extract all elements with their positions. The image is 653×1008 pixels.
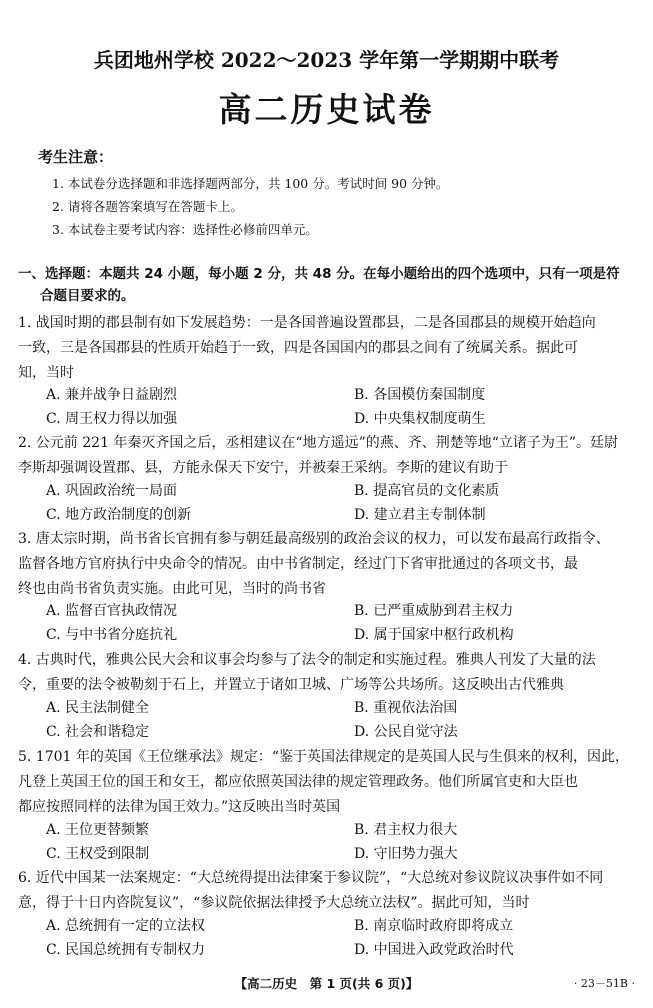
question-6-option-c: C. 民国总统拥有专制权力 — [46, 942, 206, 958]
question-4-option-d: D. 公民自觉守法 — [354, 724, 458, 740]
stem-line: 5. 1701 年的英国《王位继承法》规定：“鉴于英国法律规定的是英国人民与生俱来的权利，因此， — [18, 749, 630, 765]
section-heading — [18, 263, 643, 307]
question-1-option-c: C. 周王权力得以加强 — [46, 411, 178, 427]
stem-line: 知，当时 — [18, 365, 74, 381]
stem-line: 凡登上英国王位的国王和女王，都应依照英国法律的规定管理政务。他们所属官吏和大臣也 — [18, 774, 578, 790]
stem-line: 1. 战国时期的郡县制有如下发展趋势：一是各国普遍设置郡县，二是各国郡县的规模开始趋向 — [18, 315, 596, 331]
question-6-option-d: D. 中国进入政党政治时代 — [354, 942, 514, 958]
section-heading-line: 合题目要求的。 — [40, 288, 135, 304]
question-1-option-a: A. 兼并战争日益剧烈 — [46, 387, 178, 403]
stem-line: 4. 古典时代，雅典公民大会和议事会均参与了法令的制定和实施过程。雅典人刊发了大量的法 — [18, 652, 596, 668]
stem-line: 6. 近代中国某一法案规定：“大总统得提出法律案于参议院”，“大总统对参议院议决事件如不同 — [18, 870, 604, 886]
question-4-option-a: A. 民主法制健全 — [46, 700, 150, 716]
notice-item: 1. 本试卷分选择题和非选择题两部分，共 100 分。考试时间 90 分钟。 — [52, 176, 449, 191]
exam-title: 兵团地州学校 2022～2023 学年第一学期期中联考 — [93, 48, 560, 72]
question-3-option-d: D. 属于国家中枢行政机构 — [354, 627, 514, 643]
question-5-option-b: B. 君主权力很大 — [354, 822, 458, 838]
question-4-stem — [18, 648, 643, 698]
question-1-stem — [18, 311, 643, 386]
question-2-stem — [18, 431, 643, 481]
stem-line: 3. 唐太宗时期，尚书省长官拥有参与朝廷最高级别的政治会议的权力，可以发布最高行政指令、 — [18, 531, 610, 547]
notice-item: 3. 本试卷主要考试内容：选择性必修前四单元。 — [52, 222, 318, 237]
subject-title: 高二历史试卷 — [218, 90, 435, 129]
question-3-option-b: B. 已严重威胁到君主权力 — [354, 603, 514, 619]
question-6-option-b: B. 南京临时政府即将成立 — [354, 918, 514, 934]
question-1-option-b: B. 各国模仿秦国制度 — [354, 387, 486, 403]
stem-line: 都应按照同样的法律为国王效力。”这反映出当时英国 — [18, 799, 341, 815]
stem-line: 李斯却强调设置郡、县，方能永保天下安宁，并被秦王采纳。李斯的建议有助于 — [18, 460, 508, 476]
page-footer: 【高二历史 第 1 页(共 6 页)】 — [234, 976, 419, 991]
paper-code: · 23－51B · — [573, 977, 635, 990]
stem-line: 一致，三是各国郡县的性质开始趋于一致，四是各国国内的郡县之间有了统属关系。据此可 — [18, 340, 578, 356]
question-2-option-d: D. 建立君主专制体制 — [354, 507, 486, 523]
stem-line: 终也由尚书省负责实施。由此可见，当时的尚书省 — [18, 581, 326, 597]
stem-line: 意，得于十日内咨院复议”，“参议院依据法律授予大总统立法权”。据此可知，当时 — [18, 895, 530, 911]
question-6-stem — [18, 866, 643, 916]
stem-line: 2. 公元前 221 年秦灭齐国之后，丞相建议在“地方遥远”的燕、齐、荆楚等地“立诸子为王”。廷尉 — [18, 435, 619, 451]
question-3-option-a: A. 监督百官执政情况 — [46, 603, 178, 619]
question-5-stem — [18, 745, 643, 820]
question-3-stem — [18, 527, 643, 602]
question-4-option-b: B. 重视依法治国 — [354, 700, 458, 716]
stem-line: 令，重要的法令被勒刻于石上，并置立于诸如卫城、广场等公共场所。这反映出古代雅典 — [18, 677, 564, 693]
stem-line: 监督各地方官府执行中央命令的情况。由中书省制定，经过门下省审批通过的各项文书，最 — [18, 556, 578, 572]
question-5-option-a: A. 王位更替频繁 — [46, 822, 150, 838]
section-heading-line: 一、选择题：本题共 24 小题，每小题 2 分，共 48 分。在每小题给出的四个选项中，只有一项是符 — [18, 266, 620, 282]
notice-title: 考生注意： — [38, 148, 114, 166]
question-5-option-d: D. 守旧势力强大 — [354, 846, 458, 862]
question-2-option-c: C. 地方政治制度的创新 — [46, 507, 192, 523]
question-3-option-c: C. 与中书省分庭抗礼 — [46, 627, 178, 643]
question-2-option-b: B. 提高官员的文化素质 — [354, 483, 500, 499]
question-4-option-c: C. 社会和谐稳定 — [46, 724, 150, 740]
question-1-option-d: D. 中央集权制度萌生 — [354, 411, 486, 427]
notice-item: 2. 请将各题答案填写在答题卡上。 — [52, 199, 243, 214]
question-5-option-c: C. 王权受到限制 — [46, 846, 150, 862]
question-2-option-a: A. 巩固政治统一局面 — [46, 483, 178, 499]
question-6-option-a: A. 总统拥有一定的立法权 — [46, 918, 206, 934]
